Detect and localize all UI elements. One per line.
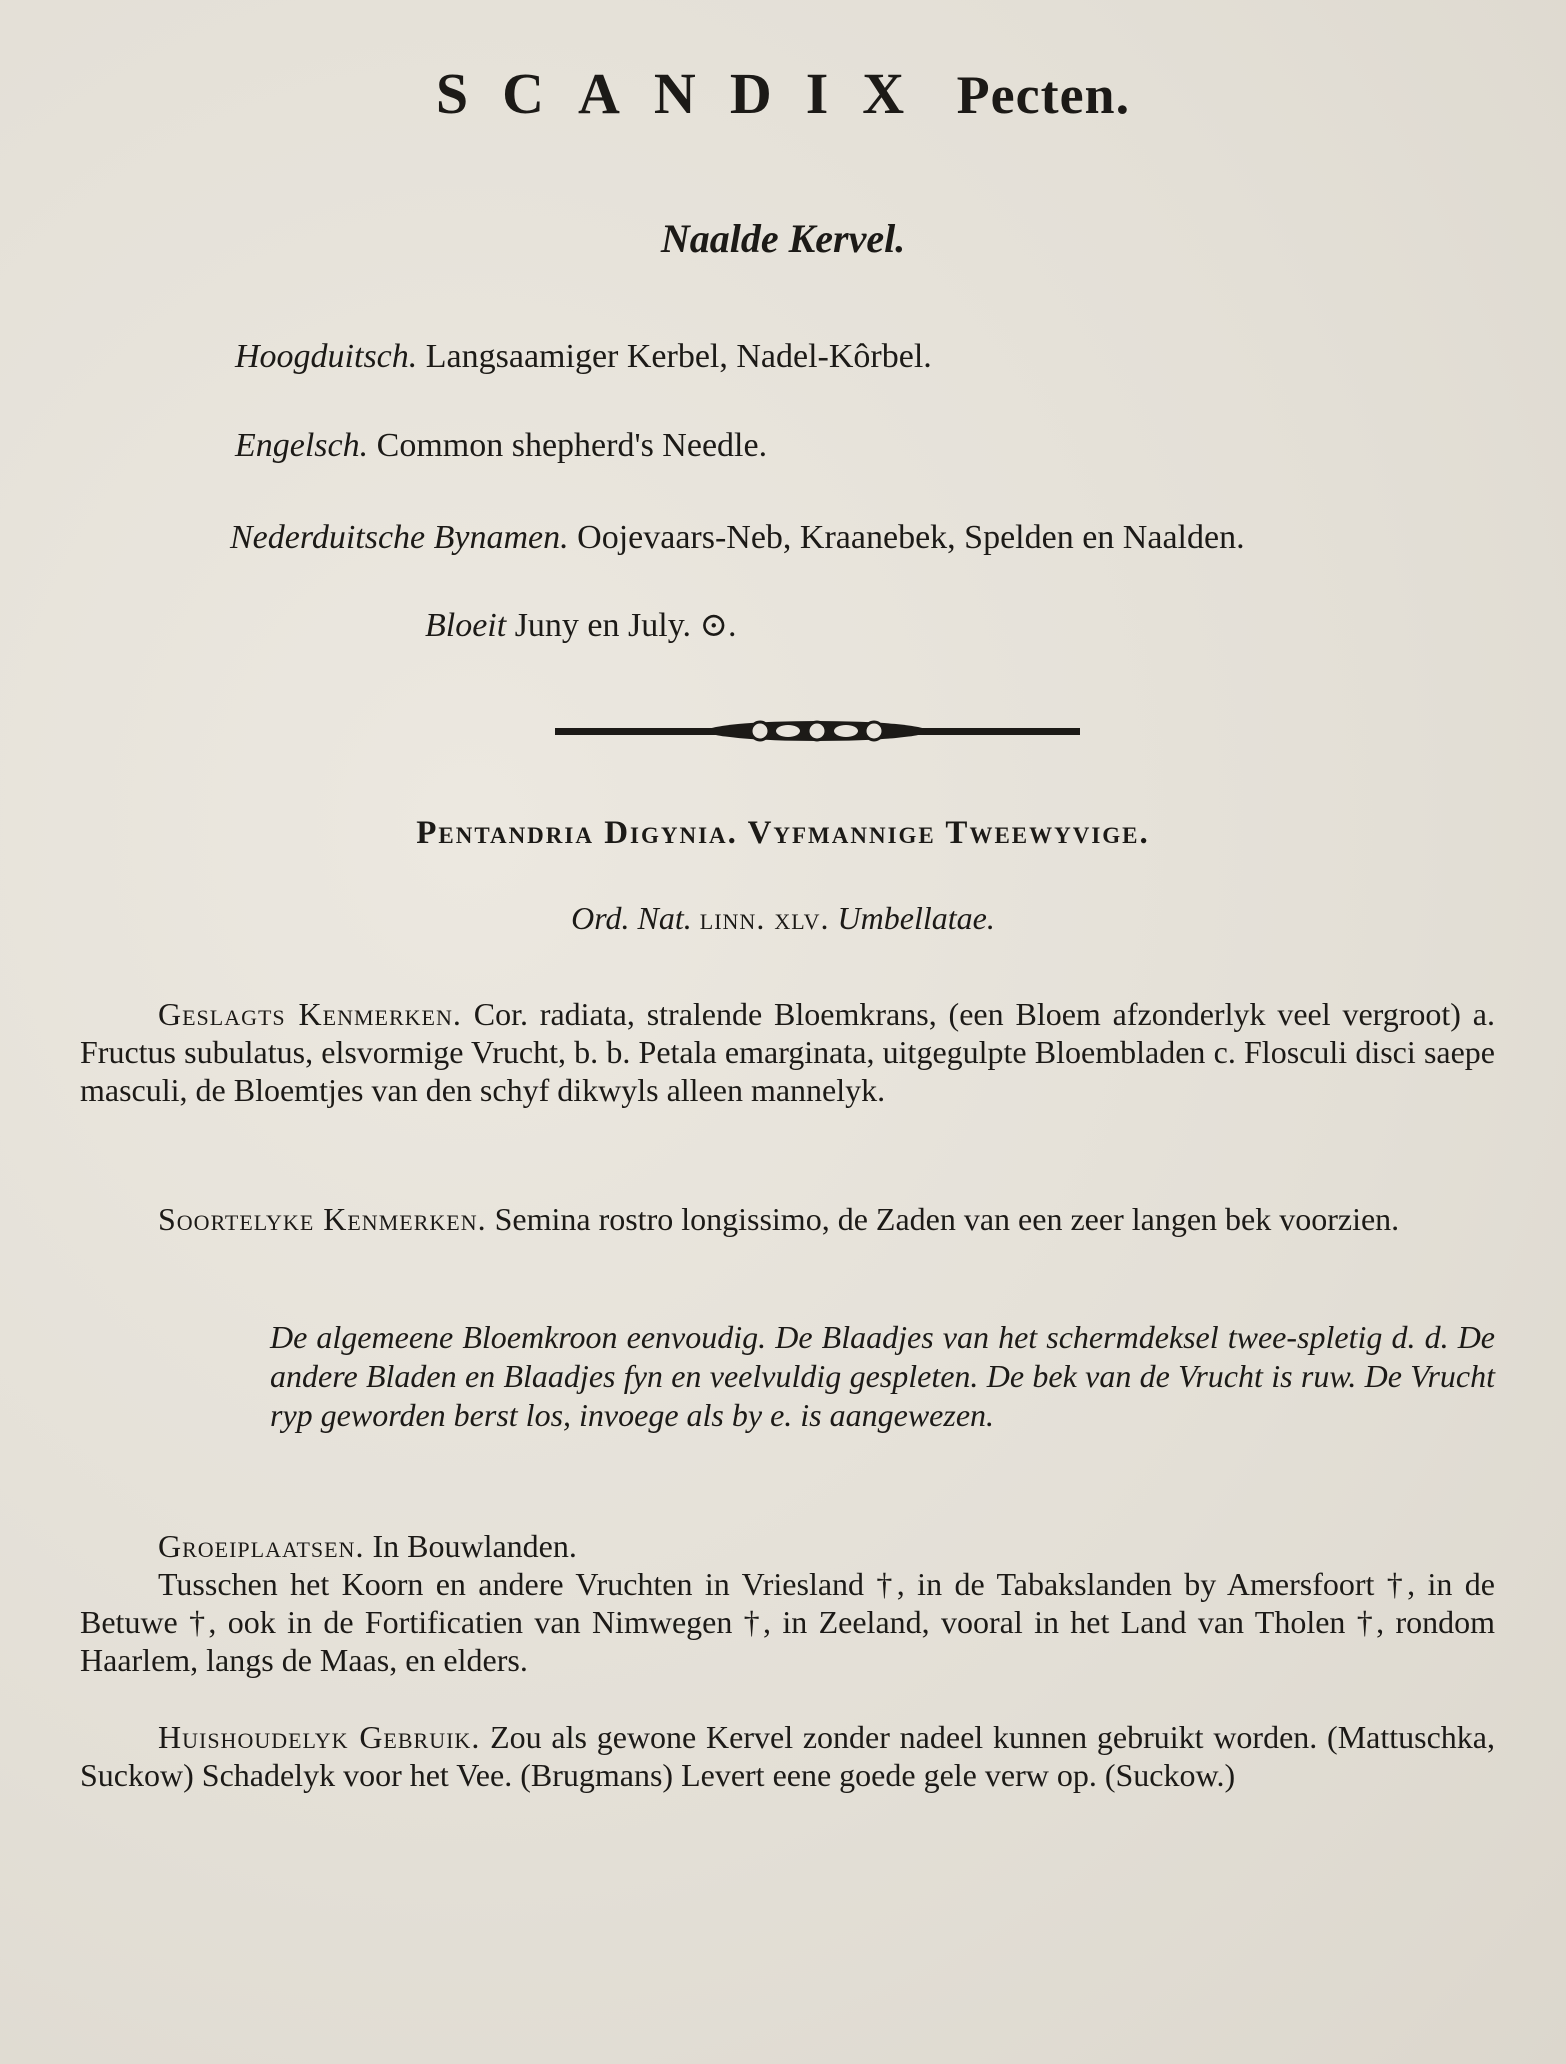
genus-characters [80, 995, 1495, 1109]
name-dutch-lang: Nederduitsche Bynamen. [230, 519, 569, 556]
name-german-lang: Hoogduitsch. [235, 338, 418, 375]
bloom-value: Juny en July. ⊙. [514, 607, 737, 644]
order-prefix: Ord. Nat. [571, 900, 692, 936]
household-use-text: Zou als gewone Kervel zonder nadeel kunnen gebruikt worden. (Mattuschka, Suckow) Schadelyk voor het Vee. (Brugmans) Levert eene goede gele verw op. (Suckow.) [80, 1719, 1496, 1793]
household-use [80, 1718, 1495, 1794]
dutch-common-name: Naalde Kervel. [660, 216, 906, 261]
name-english-lang: Engelsch. [235, 427, 369, 464]
classification-heading: Pentandria Digynia. Vyfmannige Tweewyvige. [416, 815, 1150, 851]
natural-order [0, 900, 1566, 937]
species-description: De algemeene Bloemkroon eenvoudig. De Blaadjes van het schermdeksel twee-spletig d. d. De andere Bladen en Blaadjes fyn en veelvuldig gespleten. De bek van de Vrucht is ruw. De Vrucht ryp geworden berst los, invoege als by e. is aangewezen. [270, 1319, 1495, 1433]
ornamental-divider [555, 715, 1080, 747]
order-name: Umbellatae. [837, 900, 995, 936]
name-german [235, 338, 932, 376]
genus-characters-label: Geslagts Kenmerken. [158, 996, 462, 1032]
habitat-label: Groeiplaatsen. [158, 1528, 365, 1564]
species-characters-label: Soortelyke Kenmerken. [158, 1201, 487, 1237]
species-characters-text: Semina rostro longissimo, de Zaden van een zeer langen bek voorzien. [494, 1201, 1400, 1237]
genus-characters-text: Cor. radiata, stralende Bloemkrans, (een Bloem afzonderlyk veel vergroot) a. Fructus subulatus, elsvormige Vrucht, b. b. Petala emarginata, uitgegulpte Bloembladen c. Flosculi disci saepe masculi, de Bloemtjes van den schyf dikwyls alleen mannelyk. [80, 996, 1496, 1108]
name-english-value: Common shepherd's Needle. [376, 427, 768, 464]
genus-name: SCANDIX [435, 61, 939, 126]
household-use-label: Huishoudelyk Gebruik. [158, 1719, 481, 1755]
page-title [0, 60, 1566, 127]
bloom-period [425, 605, 736, 645]
species-name: Pecten. [956, 65, 1131, 125]
species-characters [80, 1200, 1495, 1238]
order-linn: linn. xlv. [699, 900, 830, 936]
habitat-intro: In Bouwlanden. [372, 1528, 577, 1564]
name-english [235, 427, 767, 465]
name-german-value: Langsaamiger Kerbel, Nadel-Kôrbel. [425, 338, 932, 375]
habitat [80, 1527, 1495, 1565]
name-dutch-value: Oojevaars-Neb, Kraanebek, Spelden en Naalden. [577, 519, 1245, 556]
name-dutch-vernacular [230, 519, 1245, 557]
habitat-locations: Tusschen het Koorn en andere Vruchten in Vriesland †, in de Tabakslanden by Amersfoort †, in de Betuwe †, ook in de Fortificatien van Nimwegen †, in Zeeland, vooral in het Land van Tholen †, rondom Haarlem, langs de Maas, en elders. [80, 1566, 1495, 1678]
bloom-label: Bloeit [425, 607, 507, 644]
